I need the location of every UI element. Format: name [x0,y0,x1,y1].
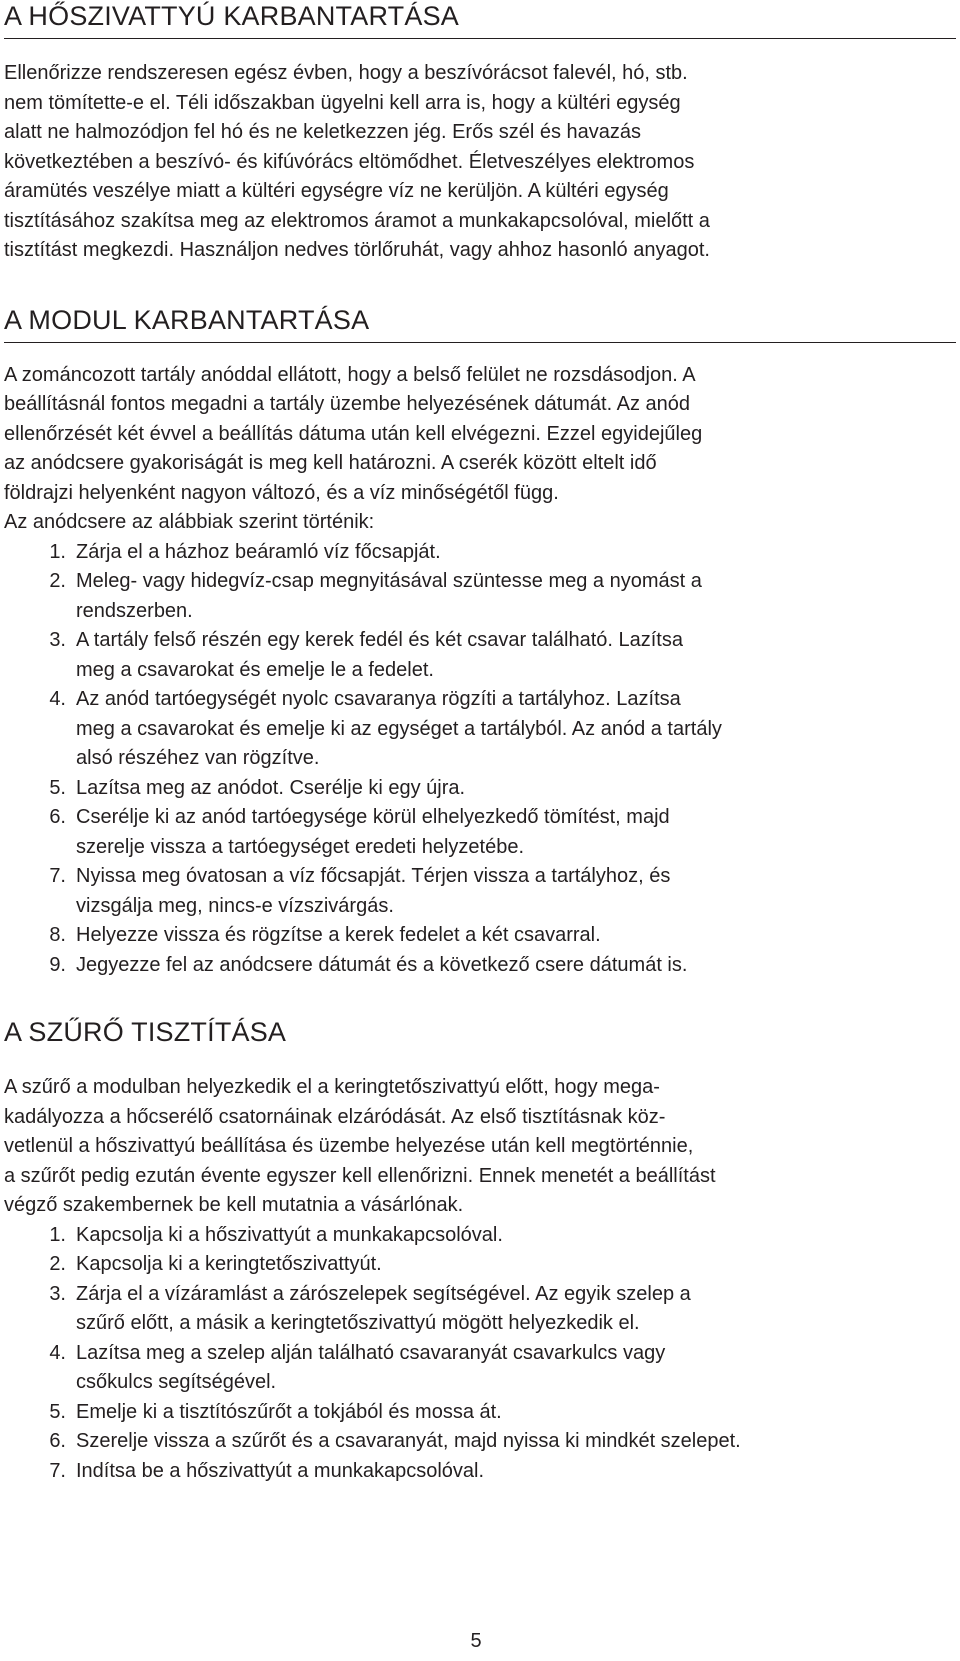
list-item [4,1398,956,1428]
list-item [4,1250,956,1280]
section-title: A SZŰRŐ TISZTÍTÁSA [4,1017,287,1047]
step-text: Jegyezze fel az anódcsere dátumát és a következő csere dátumát is. [76,953,688,976]
list-item [4,921,956,951]
step-number: 7. [49,865,66,887]
filter-cleaning-steps [4,1221,956,1487]
step-text: Szerelje vissza a szűrőt és a csavaranyát, majd nyissa ki mindkét szelepet. [76,1430,741,1452]
step-number: 1. [49,540,66,563]
list-item [4,1280,956,1339]
list-item [4,685,956,774]
step-number: 2. [49,570,66,592]
step-number: 3. [49,1282,66,1305]
list-item [4,774,956,804]
step-number: 3. [49,629,66,651]
list-item [4,951,956,981]
section-title: A HŐSZIVATTYÚ KARBANTARTÁSA [4,1,459,31]
section-body: Ellenőrizze rendszeresen egész évben, hogy a beszívórácsot falevél, hó, stb. nem tömítette-e el. Téli időszakban ügyelni kell arra is, hogy a kültéri egység alatt ne halmozódjon fel hó és ne keletkezzen jég. Erős szél és havazás következtében a beszívó- és kifúvórács eltömődhet. Életveszélyes elektromos áramütés veszélye miatt a kültéri egységre víz ne kerüljön. A kültéri egység tisztításához szakítsa meg az elektromos áramot a munkakapcsolóval, mielőtt a tisztítást megkezdi. Használjon nedves törlőruhát, vagy ahhoz hasonló anyagot. [4,62,710,261]
section-filter-cleaning [4,1016,956,1486]
step-text: Indítsa be a hőszivattyút a munkakapcsolóval. [76,1459,485,1482]
document-page [4,0,956,1486]
step-text: Kapcsolja ki a keringtetőszivattyút. [76,1253,382,1275]
section-module-maintenance [4,304,956,981]
section-body: A szűrő a modulban helyezkedik el a keringtetőszivattyú előtt, hogy mega- kadályozza a hőcserélő csatornáinak elzáródását. Az első tisztításnak köz- vetlenül a hőszivattyú beállítása és üzembe helyezése után kell megtörténnie, a szűrőt pedig ezután évente egyszer kell ellenőrizni. Ennek menetét a beállítást végző szakembernek be kell mutatnia a vásárlónak. [4,1076,716,1216]
list-item [4,567,956,626]
list-item [4,1339,956,1398]
page-number: 5 [470,1630,482,1652]
step-number: 5. [49,1400,66,1423]
step-text: Cserélje ki az anód tartóegysége körül elhelyezkedő tömítést, majd szerelje vissza a tartóegységet eredeti helyzetébe. [76,806,670,858]
step-number: 5. [49,776,66,799]
step-text: Helyezze vissza és rögzítse a kerek fedelet a két csavarral. [76,924,601,946]
section-body: A zománcozott tartály anóddal ellátott, hogy a belső felület ne rozsdásodjon. A beállításnál fontos megadni a tartály üzembe helyezésének dátumát. Az anód ellenőrzését két évvel a beállítás dátuma után kell elvégezni. Ezzel egyidejűleg az anódcsere gyakoriságát is meg kell határozni. A cserék között eltelt idő földrajzi helyenként nagyon változó, és a víz minőségétől függ. Az anódcsere az alábbiak szerint történik: [4,363,703,533]
step-number: 4. [49,1341,66,1364]
step-text: Lazítsa meg az anódot. Cserélje ki egy újra. [76,776,466,799]
step-text: Kapcsolja ki a hőszivattyút a munkakapcsolóval. [76,1223,503,1246]
title-divider [4,38,956,39]
list-item [4,538,956,568]
step-number: 9. [49,953,66,976]
step-text: Meleg- vagy hidegvíz-csap megnyitásával szüntesse meg a nyomást a rendszerben. [76,570,702,622]
anode-replacement-steps [4,538,956,981]
step-number: 2. [49,1253,66,1275]
list-item [4,803,956,862]
list-item [4,1221,956,1251]
list-item [4,862,956,921]
title-divider [4,1054,956,1055]
step-number: 4. [49,688,66,710]
step-text: Az anód tartóegységét nyolc csavaranya rögzíti a tartályhoz. Lazítsa meg a csavarokat és emelje ki az egységet a tartályból. Az anód a tartály alsó részéhez van rögzítve. [76,688,722,769]
list-item [4,1427,956,1457]
step-text: Lazítsa meg a szelep alján található csavaranyát csavarkulcs vagy csőkulcs segítségével. [76,1341,666,1393]
step-number: 1. [49,1223,66,1246]
step-text: Zárja el a vízáramlást a zárószelepek segítségével. Az egyik szelep a szűrő előtt, a másik a keringtetőszivattyú mögött helyezkedik el. [76,1282,691,1334]
step-text: A tartály felső részén egy kerek fedél és két csavar található. Lazítsa meg a csavarokat és emelje le a fedelet. [76,629,683,681]
step-text: Zárja el a házhoz beáramló víz főcsapját. [76,540,441,563]
list-item [4,626,956,685]
step-number: 8. [49,924,66,946]
step-number: 6. [49,1430,66,1452]
step-number: 7. [49,1459,66,1482]
section-pump-maintenance [4,0,956,266]
step-number: 6. [49,806,66,828]
list-item [4,1457,956,1487]
step-text: Emelje ki a tisztítószűrőt a tokjából és mossa át. [76,1400,502,1423]
step-text: Nyissa meg óvatosan a víz főcsapját. Térjen vissza a tartályhoz, és vizsgálja meg, nincs-e vízszivárgás. [76,865,671,917]
section-title: A MODUL KARBANTARTÁSA [4,304,370,335]
title-divider [4,342,956,343]
